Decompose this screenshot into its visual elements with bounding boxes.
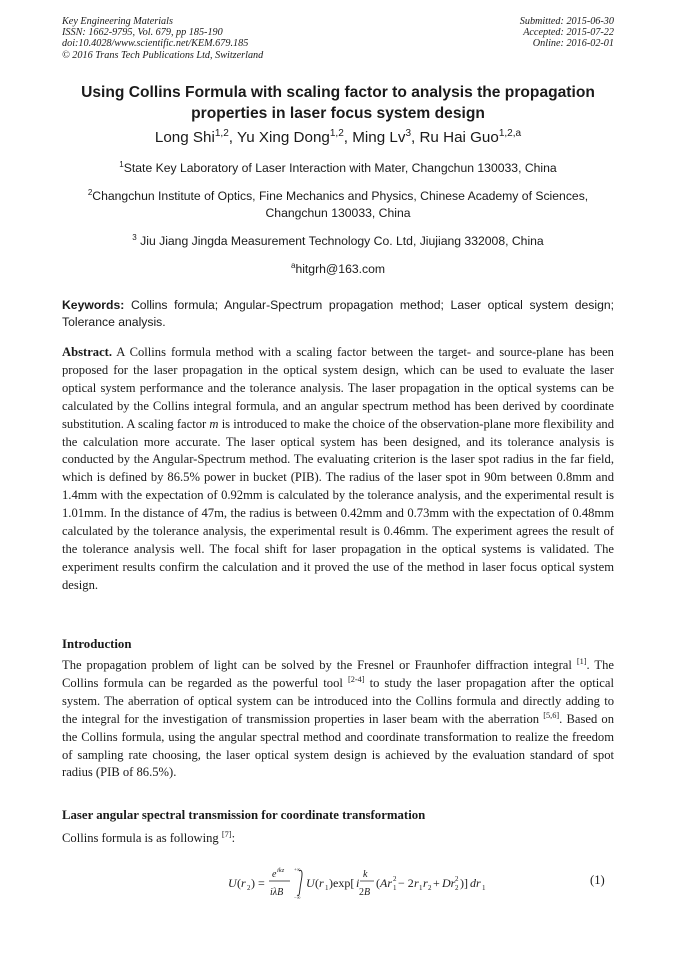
doi: doi:10.4028/www.scientific.net/KEM.679.185 (62, 38, 249, 50)
svg-text:−∞: −∞ (294, 896, 301, 900)
journal-info (62, 16, 263, 61)
collins-equation (228, 866, 498, 900)
affiliation-1: $^1$State Key Laboratory of Laser Interaction with Mater, Changchun 130033, China (119, 159, 557, 175)
svg-text:r: r (423, 876, 428, 890)
author-list (62, 128, 614, 148)
author: Ru Hai Guo$^{1,2,a}$ (419, 127, 522, 146)
svg-text:1: 1 (482, 884, 486, 892)
affiliation-3: $^3$ Jiu Jiang Jingda Measurement Technology Co. Ltd, Jiujiang 332008, China (132, 232, 544, 248)
svg-text:− 2: − 2 (398, 876, 414, 890)
submitted-date: Submitted: 2015-06-30 (519, 16, 614, 27)
section-heading-angular-spectral: Laser angular spectral transmission for coordinate transformation (62, 808, 426, 822)
svg-text:1: 1 (325, 884, 329, 892)
svg-text:2: 2 (428, 884, 432, 892)
svg-text:+∞: +∞ (294, 868, 301, 873)
svg-text:2: 2 (247, 884, 251, 892)
svg-text:Dr: Dr (442, 876, 456, 890)
svg-text:k: k (363, 869, 368, 880)
email[interactable]: $^a$hitgrh@163.com (290, 260, 386, 276)
dates-info (520, 16, 614, 50)
equation-number: (1) (590, 873, 605, 887)
svg-text:iλB: iλB (270, 887, 284, 898)
svg-text:Ar: Ar (380, 876, 392, 890)
author: Ming Lv$^3$, (352, 127, 420, 146)
svg-text:dr: dr (470, 876, 481, 890)
svg-text:+: + (433, 876, 440, 890)
svg-text:(: ( (237, 876, 241, 890)
introduction-paragraph: The propagation problem of light can be solved by the Fresnel or Fraunhofer diffraction integral [1]. The Collins formula can be regarded as the powerful tool [2-4] to study the laser propagation after the optical system. The aberration of optical system can be introduced into the Collins formula and directly adding to the integral for the investigation of transmission properties in laser beam with the aberration [5,6]. Based on the Collins formula, using the angular spectral method and coordinate transformation to realize the freedom of sampling rate choosing, the laser optical system design is achieved by the evaluation standard of spot radius (PIB of 86.5%). (62, 656, 614, 780)
collins-intro: Collins formula is as following [7]: (62, 829, 236, 845)
svg-text:2: 2 (455, 884, 459, 892)
citation[interactable]: [2-4] (347, 674, 365, 684)
abstract-label: Abstract. (62, 345, 113, 359)
accepted-date: Accepted: 2015-07-22 (523, 27, 614, 39)
svg-text:)exp[: )exp[ (329, 876, 355, 890)
svg-text:e: e (272, 869, 277, 880)
section-heading-introduction: Introduction (62, 637, 132, 651)
svg-text:) =: ) = (251, 876, 265, 890)
citation[interactable]: [5,6] (543, 710, 560, 720)
copyright: © 2016 Trans Tech Publications Ltd, Switzerland (62, 49, 264, 61)
svg-text:2: 2 (393, 875, 397, 883)
citation[interactable]: [7] (221, 829, 232, 839)
svg-text:i: i (356, 876, 360, 890)
abstract: Abstract. A Collins formula method with a scaling factor between the target- and source-plane has been proposed for the laser propagation in the optical system design, which can be used to evaluate the laser optical system performance and the tolerance analysis. The laser propagation in the optical systems can be calculated by the Collins integral formula, and an angular spectrum method has been derived by coordinate substitution. A scaling factor m is introduced to make the choice of the observation-plane more flexibility and the calculation more accurate. The laser optical system has been designed, and its tolerance analysis is conducted by the Angular-Spectrum method. The evaluating criterion is the laser spot radius in the far field, which is defined by 86.5% power in bucket (PIB). The radius of the laser spot in 90m between 0.8mm and 1.4mm with the expectation of 0.92mm is calculated by the tolerance analysis, and the experimental result is 1.01mm. In the distance of 47m, the radius is between 0.42mm and 0.73mm with the expectation of 0.48mm calculated by the tolerance analysis, the experimental result is 0.46mm. The experiment agrees the result of the tolerance analysis well. The focal shift for laser propagation in the optical systems is validated. The experiment results confirm the calculation and it proved the use of the method in laser focus optical system design. (62, 345, 615, 592)
online-date: Online: 2016-02-01 (532, 38, 614, 50)
author: Long Shi$^{1,2}$, (154, 127, 237, 146)
issn: ISSN: 1662-9795, Vol. 679, pp 185-190 (62, 27, 223, 39)
svg-text:r: r (414, 876, 419, 890)
paper-title: Using Collins Formula with scaling factor to analysis the propagation properties in laser focus system design (81, 84, 595, 122)
citation[interactable]: [1] (576, 656, 587, 666)
keywords (62, 297, 614, 331)
keywords-text: Collins formula; Angular-Spectrum propagation method; Laser optical system design; Tolerance analysis. (62, 298, 615, 329)
journal-name: Key Engineering Materials (62, 16, 173, 27)
svg-text:r: r (241, 876, 246, 890)
svg-text:1: 1 (419, 884, 423, 892)
svg-text:ikz: ikz (277, 867, 285, 874)
affiliation-2: $^2$Changchun Institute of Optics, Fine Mechanics and Physics, Chinese Academy of Sciences, Changchun 130033, China (87, 187, 589, 220)
svg-text:)]: )] (460, 876, 468, 890)
svg-text:r: r (319, 876, 324, 890)
svg-text:(: ( (315, 876, 319, 890)
svg-text:U: U (306, 876, 315, 890)
svg-text:U: U (228, 876, 237, 890)
author: Yu Xing Dong$^{1,2}$, (236, 127, 353, 146)
svg-text:2B: 2B (359, 887, 371, 898)
keywords-label: Keywords: (62, 298, 125, 312)
svg-text:2: 2 (455, 875, 459, 883)
svg-text:1: 1 (393, 884, 397, 892)
svg-text:(: ( (376, 876, 380, 890)
